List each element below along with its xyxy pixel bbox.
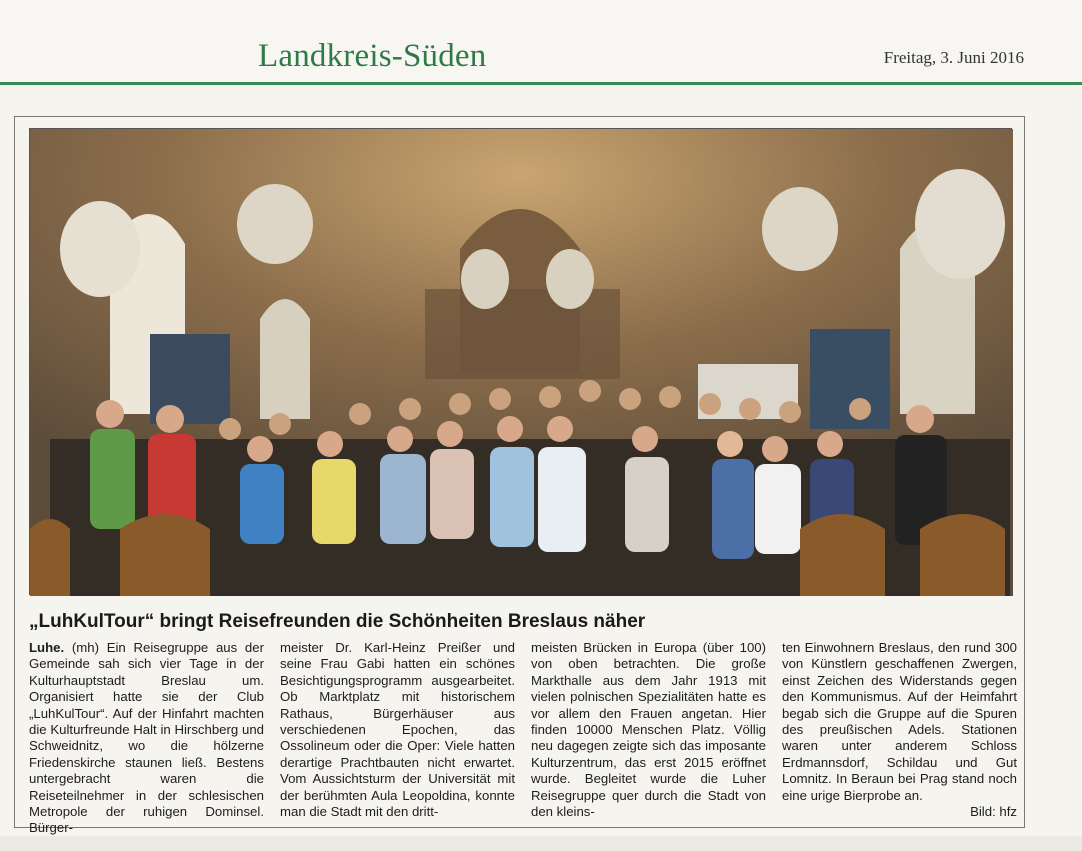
article-headline: „LuhKulTour“ bringt Reisefreunden die Schönheiten Breslaus näher [29,611,646,632]
photo-credit: Bild: hfz [970,804,1017,820]
page-edge [0,836,1082,851]
article-body [29,640,1017,836]
group-photo [29,128,1012,595]
column-2-text: meister Dr. Karl-Heinz Preißer und seine Frau Gabi hatten ein schönes Besichtigungsprogramm ausgearbeitet. Ob Marktplatz mit historischem Rathaus, Bürgerhäuser aus verschiedenen Epochen, das Ossolineum oder die Oper: Viele hatten derartige Prachtbauten nicht erwartet. Vom Aussichtsturm der Universität mit der berühmten Aula Leopoldina, konnte man die Stadt mit den dritt- [280,640,515,820]
issue-date: Freitag, 3. Juni 2016 [883,48,1024,67]
article-column-1 [29,640,264,836]
section-title: Landkreis-Süden [258,38,487,74]
dateline: Luhe. [29,640,65,655]
header-rule [0,82,1082,85]
article-column-3 [531,640,766,820]
page-header [0,0,1082,86]
column-1-text: (mh) Ein Reisegruppe aus der Gemeinde sah sich vier Tage in der Kulturhauptstadt Breslau um. Organisiert hatte sie der Club „LuhKulTour“. Auf der Hinfahrt machten die Kulturfreunde Halt in Hirschberg und Schweidnitz, wo die hölzerne Friedenskirche staunen ließ. Bestens untergebracht waren die Reiseteilnehmer in der schlesischen Metropole der ruhigen Dominsel. Bürger- [29,640,264,836]
column-3-text: meisten Brücken in Europa (über 100) von oben betrachten. Die große Markthalle aus dem Jahr 1913 mit vielen polnischen Spezialitäten hatte es vor allem den Frauen angetan. Hier finden 10000 Menschen Platz. Völlig neu dagegen zeigte sich das imposante Kulturzentrum, das erst 2015 eröffnet wurde. Begleitet wurde die Luher Reisegruppe quer durch die Stadt von den kleins- [531,640,766,820]
article-column-4 [782,640,1017,820]
article-column-2 [280,640,515,820]
group-photo-illustration [30,129,1013,596]
column-4-text: ten Einwohnern Breslaus, den rund 300 von Künstlern geschaffenen Zwergen, einst Zeichen des Widerstands gegen den Kommunismus. Auf der Heimfahrt begab sich die Gruppe auf die Spuren des preußischen Adels. Stationen waren unter anderem Schloss Erdmannsdorf, Schildau und Gut Lomnitz. In Beraun bei Prag stand noch eine urige Bierprobe an. [782,640,1017,803]
